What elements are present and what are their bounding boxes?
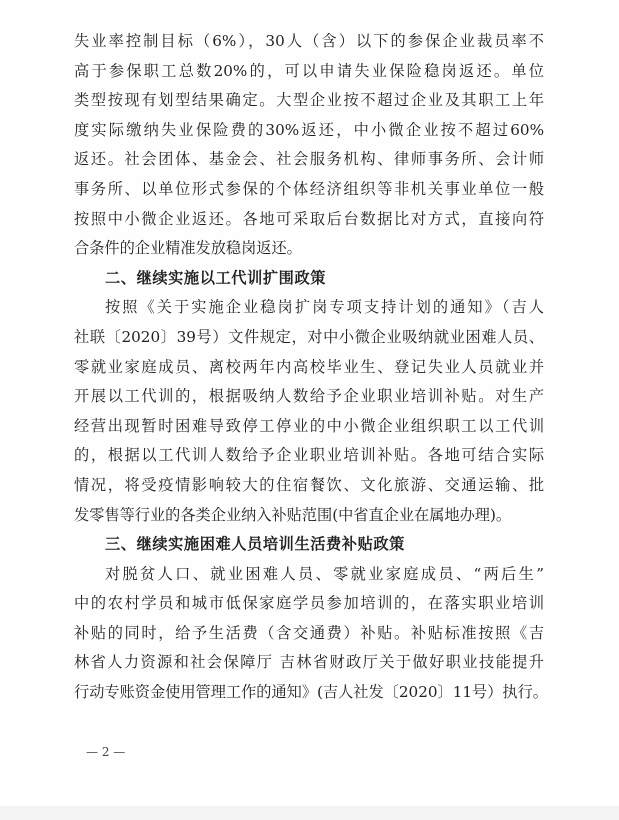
text-line: 中的农村学员和城市低保家庭学员参加培训的，在落实职业培训	[74, 594, 544, 613]
text-line: 情况，将受疫情影响较大的住宿餐饮、文化旅游、交通运输、批	[74, 475, 544, 494]
text-line: 类型按现有划型结果确定。大型企业按不超过企业及其职工上年	[74, 91, 544, 110]
text-line: 高于参保职工总数20%的，可以申请失业保险稳岗返还。单位	[74, 61, 544, 80]
text-line: 补贴的同时，给予生活费（含交通费）补贴。补贴标准按照《吉	[74, 623, 544, 642]
text-line: 社联〔2020〕39号）文件规定，对中小微企业吸纳就业困难人员、	[74, 327, 544, 346]
text-line: 事务所、以单位形式参保的个体经济组织等非机关事业单位一般	[74, 179, 544, 198]
text-line: 返还。社会团体、基金会、社会服务机构、律师事务所、会计师	[74, 150, 544, 169]
text-line: 的，根据以工代训人数给予企业职业培训补贴。各地可结合实际	[74, 446, 544, 465]
text-line: 按照《关于实施企业稳岗扩岗专项支持计划的通知》（吉人	[105, 298, 544, 317]
text-line: 零就业家庭成员、离校两年内高校毕业生、登记失业人员就业并	[74, 357, 544, 376]
text-line: 经营出现暂时困难导致停工停业的中小微企业组织职工以工代训	[74, 416, 544, 435]
text-line: 发零售等行业的各类企业纳入补贴范围(中省直企业在属地办理)。	[74, 505, 512, 524]
text-line: 对脱贫人口、就业困难人员、零就业家庭成员、“两后生”	[105, 564, 544, 583]
section-training-living-subsidy	[74, 530, 548, 708]
document-body	[74, 27, 548, 708]
text-line: 合条件的企业精准发放稳岗返还。	[74, 239, 302, 258]
text-line: 林省人力资源和社会保障厅 吉林省财政厅关于做好职业技能提升	[74, 653, 544, 672]
page-bottom-edge	[0, 806, 619, 820]
section-work-for-training	[74, 264, 544, 530]
page-number: — 2 —	[86, 745, 126, 759]
text-line: 度实际缴纳失业保险费的30%返还，中小微企业按不超过60%	[74, 120, 544, 139]
section-heading: 二、继续实施以工代训扩围政策	[105, 268, 327, 287]
paragraph-unemployment-refund	[74, 27, 544, 264]
text-line: 开展以工代训的，根据吸纳人数给予企业职业培训补贴。对生产	[74, 387, 544, 406]
section-heading: 三、继续实施困难人员培训生活费补贴政策	[105, 535, 405, 554]
text-line: 行动专账资金使用管理工作的通知》(吉人社发〔2020〕11号）执行。	[74, 683, 548, 702]
text-line: 按照中小微企业返还。各地可采取后台数据比对方式，直接向符	[74, 209, 544, 228]
text-line: 失业率控制目标（6%），30人（含）以下的参保企业裁员率不	[74, 32, 544, 50]
